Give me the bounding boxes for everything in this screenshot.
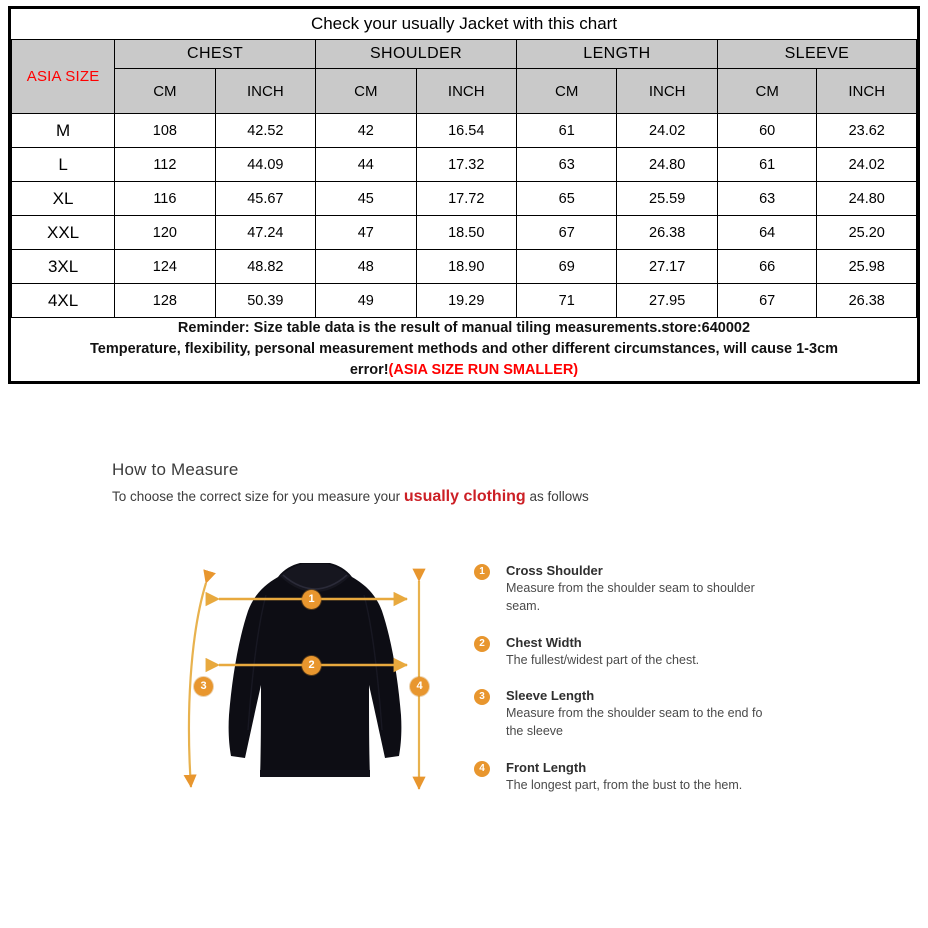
reminder-line-3 [12, 360, 917, 381]
legend-title: Sleeve Length [506, 688, 595, 704]
cell-length-cm: 65 [516, 182, 616, 216]
subtitle-after-text: as follows [525, 489, 589, 504]
legend-title: Cross Shoulder [506, 563, 603, 578]
cell-chest-cm: 108 [115, 114, 215, 148]
cell-sleeve-cm: 61 [717, 148, 817, 182]
cell-shoulder-inch: 19.29 [416, 284, 516, 318]
cell-length-inch: 24.80 [617, 148, 717, 182]
cell-sleeve-cm: 64 [717, 216, 817, 250]
cell-length-inch: 25.59 [617, 182, 717, 216]
unit-header-shoulder-cm: CM [316, 69, 416, 114]
cell-chest-cm: 116 [115, 182, 215, 216]
cell-length-cm: 71 [516, 284, 616, 318]
legend-item-chest-width [474, 635, 774, 670]
cell-chest-inch: 45.67 [215, 182, 315, 216]
cell-shoulder-inch: 17.72 [416, 182, 516, 216]
table-row [12, 284, 917, 318]
size-label: 4XL [12, 284, 115, 318]
cell-sleeve-cm: 63 [717, 182, 817, 216]
cell-sleeve-cm: 67 [717, 284, 817, 318]
unit-header-chest-cm: CM [115, 69, 215, 114]
table-row [12, 216, 917, 250]
cell-shoulder-inch: 16.54 [416, 114, 516, 148]
table-title-row [12, 9, 917, 40]
cell-shoulder-cm: 47 [316, 216, 416, 250]
size-table [11, 9, 917, 381]
cell-length-inch: 24.02 [617, 114, 717, 148]
cell-sleeve-inch: 26.38 [817, 284, 917, 318]
cell-chest-inch: 47.24 [215, 216, 315, 250]
group-header-length: LENGTH [516, 40, 717, 69]
cell-shoulder-cm: 44 [316, 148, 416, 182]
group-header-chest: CHEST [115, 40, 316, 69]
legend-description: Measure from the shoulder seam to the end fo the sleeve [506, 706, 763, 738]
legend-badge-2: 2 [474, 636, 490, 652]
group-header-shoulder: SHOULDER [316, 40, 517, 69]
illustration-badge-2: 2 [302, 656, 321, 675]
cell-length-cm: 61 [516, 114, 616, 148]
reminder-run-smaller-text: (ASIA SIZE RUN SMALLER) [388, 362, 579, 379]
subtitle-accent-text: usually clothing [403, 488, 526, 505]
chart-title: Check your usually Jacket with this chart [12, 9, 917, 40]
cell-shoulder-inch: 18.90 [416, 250, 516, 284]
table-group-header-row [12, 40, 917, 69]
reminder-row [12, 318, 917, 382]
cell-chest-inch: 44.09 [215, 148, 315, 182]
cell-shoulder-cm: 49 [316, 284, 416, 318]
table-row [12, 148, 917, 182]
unit-header-length-inch: INCH [617, 69, 717, 114]
cell-chest-inch: 48.82 [215, 250, 315, 284]
cell-length-cm: 63 [516, 148, 616, 182]
legend-description: Measure from the shoulder seam to shoulder seam. [506, 581, 755, 613]
table-row [12, 182, 917, 216]
size-chart-table [8, 6, 920, 384]
cell-length-inch: 27.95 [617, 284, 717, 318]
table-row [12, 114, 917, 148]
measurement-legend [474, 563, 774, 814]
reminder-line-2: Temperature, flexibility, personal measurement methods and other different circumstances, will cause 1-3cm [89, 341, 839, 358]
table-row [12, 250, 917, 284]
legend-badge-1: 1 [474, 564, 490, 580]
garment-illustration [180, 555, 450, 815]
size-label: XXL [12, 216, 115, 250]
legend-item-cross-shoulder [474, 563, 774, 616]
cell-shoulder-inch: 17.32 [416, 148, 516, 182]
reminder-error-text: error! [349, 362, 389, 379]
cell-sleeve-inch: 25.98 [817, 250, 917, 284]
subtitle-before-text: To choose the correct size for you measure your [112, 489, 404, 504]
illustration-badge-4: 4 [410, 677, 429, 696]
legend-badge-4: 4 [474, 761, 490, 777]
cell-length-cm: 67 [516, 216, 616, 250]
reminder-block [12, 318, 917, 382]
legend-title: Front Length [506, 759, 587, 775]
cell-sleeve-inch: 23.62 [817, 114, 917, 148]
illustration-badge-1: 1 [302, 590, 321, 609]
cell-shoulder-cm: 45 [316, 182, 416, 216]
group-header-sleeve: SLEEVE [717, 40, 916, 69]
unit-header-chest-inch: INCH [215, 69, 315, 114]
size-label: L [12, 148, 115, 182]
cell-length-cm: 69 [516, 250, 616, 284]
cell-sleeve-inch: 25.20 [817, 216, 917, 250]
cell-shoulder-cm: 48 [316, 250, 416, 284]
cell-chest-cm: 120 [115, 216, 215, 250]
size-label: 3XL [12, 250, 115, 284]
asia-size-header: ASIA SIZE [12, 40, 115, 114]
legend-badge-3: 3 [474, 689, 490, 705]
unit-header-sleeve-cm: CM [717, 69, 817, 114]
illustration-badge-3: 3 [194, 677, 213, 696]
unit-header-sleeve-inch: INCH [817, 69, 917, 114]
reminder-line-1: Reminder: Size table data is the result of manual tiling measurements.store:640002 [177, 320, 751, 336]
how-to-measure-section [112, 460, 812, 506]
unit-header-shoulder-inch: INCH [416, 69, 516, 114]
size-label: M [12, 114, 115, 148]
how-to-measure-title: How to Measure [112, 460, 239, 479]
cell-sleeve-cm: 60 [717, 114, 817, 148]
cell-sleeve-inch: 24.80 [817, 182, 917, 216]
cell-chest-cm: 128 [115, 284, 215, 318]
how-to-measure-subtitle [112, 488, 812, 506]
cell-length-inch: 26.38 [617, 216, 717, 250]
table-unit-header-row [12, 69, 917, 114]
legend-item-front-length [474, 760, 774, 795]
cell-chest-inch: 50.39 [215, 284, 315, 318]
cell-length-inch: 27.17 [617, 250, 717, 284]
cell-chest-cm: 112 [115, 148, 215, 182]
cell-shoulder-inch: 18.50 [416, 216, 516, 250]
legend-description: The longest part, from the bust to the hem. [506, 777, 743, 792]
cell-sleeve-cm: 66 [717, 250, 817, 284]
size-label: XL [12, 182, 115, 216]
cell-shoulder-cm: 42 [316, 114, 416, 148]
legend-item-sleeve-length [474, 688, 774, 741]
cell-sleeve-inch: 24.02 [817, 148, 917, 182]
legend-title: Chest Width [506, 634, 582, 650]
cell-chest-inch: 42.52 [215, 114, 315, 148]
legend-description: The fullest/widest part of the chest. [506, 652, 700, 667]
cell-chest-cm: 124 [115, 250, 215, 284]
unit-header-length-cm: CM [516, 69, 616, 114]
